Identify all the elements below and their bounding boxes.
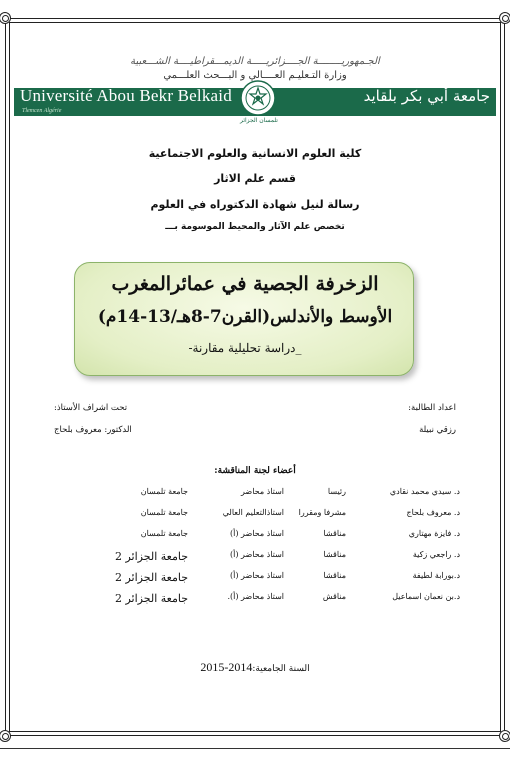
table-row [50,571,460,587]
university-location-ar: تلمسان الجزائر [240,117,278,124]
member-name: د. فايزة مهتاري [408,529,460,538]
member-name: د. راجعي زكية [412,550,460,559]
academic-year-value: 2014-2015 [200,660,253,674]
corner-ornament-icon [0,730,11,742]
thesis-title-box [74,262,414,376]
corner-ornament-icon [499,730,510,742]
bottom-rule [0,748,510,749]
supervisor-label: تحت اشراف الأستاذ: [54,403,128,413]
committee-title: أعضاء لجنة المناقشة: [214,466,296,476]
table-row [50,487,460,503]
academic-year-label: السنة الجامعية: [252,664,310,674]
member-university: جامعة الجزائر 2 [114,550,188,563]
member-grade: استاذ محاضر (أ) [230,529,284,538]
student-name: رزقي نبيلة [419,425,456,435]
republic-heading: الجـمهوريــــــــة الجــــزائريـــــة الديمـــقراطيــــة الشـــعبية [130,56,380,67]
department-name: قسم علم الاثار [214,172,296,185]
member-university: جامعة الجزائر 2 [114,592,188,605]
table-row [50,550,460,566]
member-grade: استاذ محاضر [241,487,284,496]
member-role: مشرفا ومقررا [298,508,346,517]
member-grade: استاذ محاضر (أ). [227,592,284,601]
member-university: جامعة تلمسان [140,508,188,517]
member-name: د. سيدي محمد نقادي [389,487,460,496]
member-role: مناقشا [323,571,346,580]
member-grade: استاذالتعليم العالي [222,508,284,517]
table-row [50,592,460,608]
member-role: رئيسا [327,487,346,496]
member-role: مناقشا [323,550,346,559]
member-grade: استاذ محاضر (أ) [230,571,284,580]
member-name: د. معروف بلحاج [406,508,460,517]
member-university: جامعة الجزائر 2 [114,571,188,584]
member-role: مناقش [322,592,346,601]
thesis-subtitle: _دراسة تحليلية مقارنة- [188,341,302,355]
university-logo-icon [240,80,276,116]
academic-year [60,660,450,675]
thesis-degree: رسالة لنيل شهادة الدكتوراه في العلوم [150,198,360,211]
specialty-line: تخصص علم الآثار والمحيط الموسومة بـــ [165,222,345,232]
member-university: جامعة تلمسان [140,529,188,538]
thesis-title-line-1: الزخرفة الجصية في عمائرالمغرب [111,273,379,295]
thesis-title-line-2: الأوسط والأندلس(القرن7-8هـ/13-14م) [97,307,393,327]
member-grade: استاذ محاضر (أ) [230,550,284,559]
table-row [50,508,460,524]
member-university: جامعة تلمسان [140,487,188,496]
ministry-heading: وزارة التـعليـم العــــالي و البـــحث العلـــمي [163,70,347,81]
member-name: د.بورابة لطيفة [412,571,460,580]
university-name-ar: جامعة أبي بكر بلقايد [363,87,490,105]
table-row [50,529,460,545]
university-name-fr: Université Abou Bekr Belkaid [20,86,232,105]
student-label: اعداد الطالبة: [408,403,456,413]
member-role: مناقشا [323,529,346,538]
member-name: د.بن نعمان اسماعيل [392,592,460,601]
page-border-inner [9,22,501,732]
university-location-fr: Tlemcen Algérie [22,108,62,114]
faculty-name: كلية العلوم الانسانية والعلوم الاجتماعية [148,147,362,160]
corner-ornament-icon [499,12,510,24]
supervisor-name: الدكتور: معروف بلحاج [54,425,132,435]
